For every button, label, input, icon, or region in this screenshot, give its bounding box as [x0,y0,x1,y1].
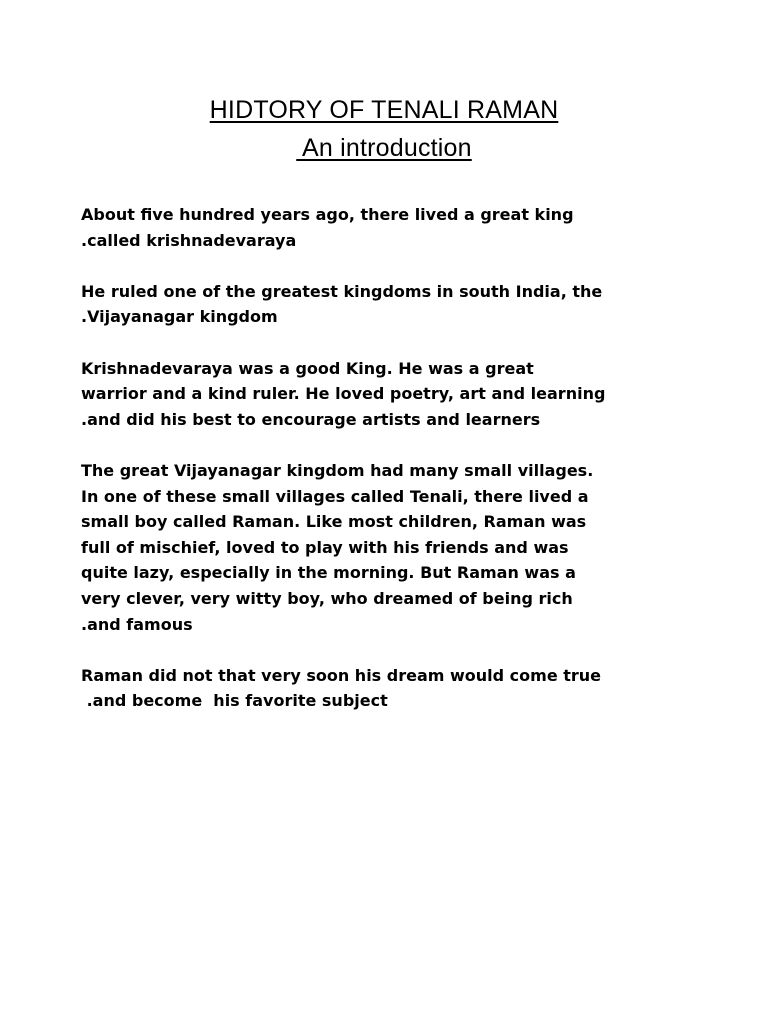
document-title: HIDTORY OF TENALI RAMAN [209,96,559,124]
paragraph-line: .called krishnadevaraya [81,230,297,250]
document-subtitle: An introduction [296,134,472,162]
paragraph-line: .and did his best to encourage artists and learners [81,409,541,429]
paragraph-line: quite lazy, especially in the morning. But Raman was a [81,563,576,583]
paragraph-line: full of mischief, loved to play with his friends and was [81,537,569,557]
paragraph-line: He ruled one of the greatest kingdoms in south India, the [81,281,603,301]
paragraph-line: Raman did not that very soon his dream would come true [81,665,602,685]
paragraph-line: warrior and a kind ruler. He loved poetry, art and learning [81,384,606,404]
paragraph [81,356,731,433]
paragraph-line: .and famous [81,614,193,634]
paragraph [81,202,731,253]
paragraph-line: .and become his favorite subject [81,691,388,711]
paragraph-line: About five hundred years ago, there lived a great king [81,205,574,224]
paragraph [81,458,731,637]
paragraph [81,663,731,714]
paragraph-line: .Vijayanagar kingdom [81,307,278,327]
paragraph-line: very clever, very witty boy, who dreamed of being rich [81,588,573,608]
document-body [81,202,731,739]
paragraph-line: small boy called Raman. Like most children, Raman was [81,512,587,532]
paragraph-line: Krishnadevaraya was a good King. He was a great [81,358,534,378]
paragraph-line: The great Vijayanagar kingdom had many small villages. [81,460,594,480]
paragraph-line: In one of these small villages called Tenali, there lived a [81,486,589,506]
paragraph [81,279,731,330]
